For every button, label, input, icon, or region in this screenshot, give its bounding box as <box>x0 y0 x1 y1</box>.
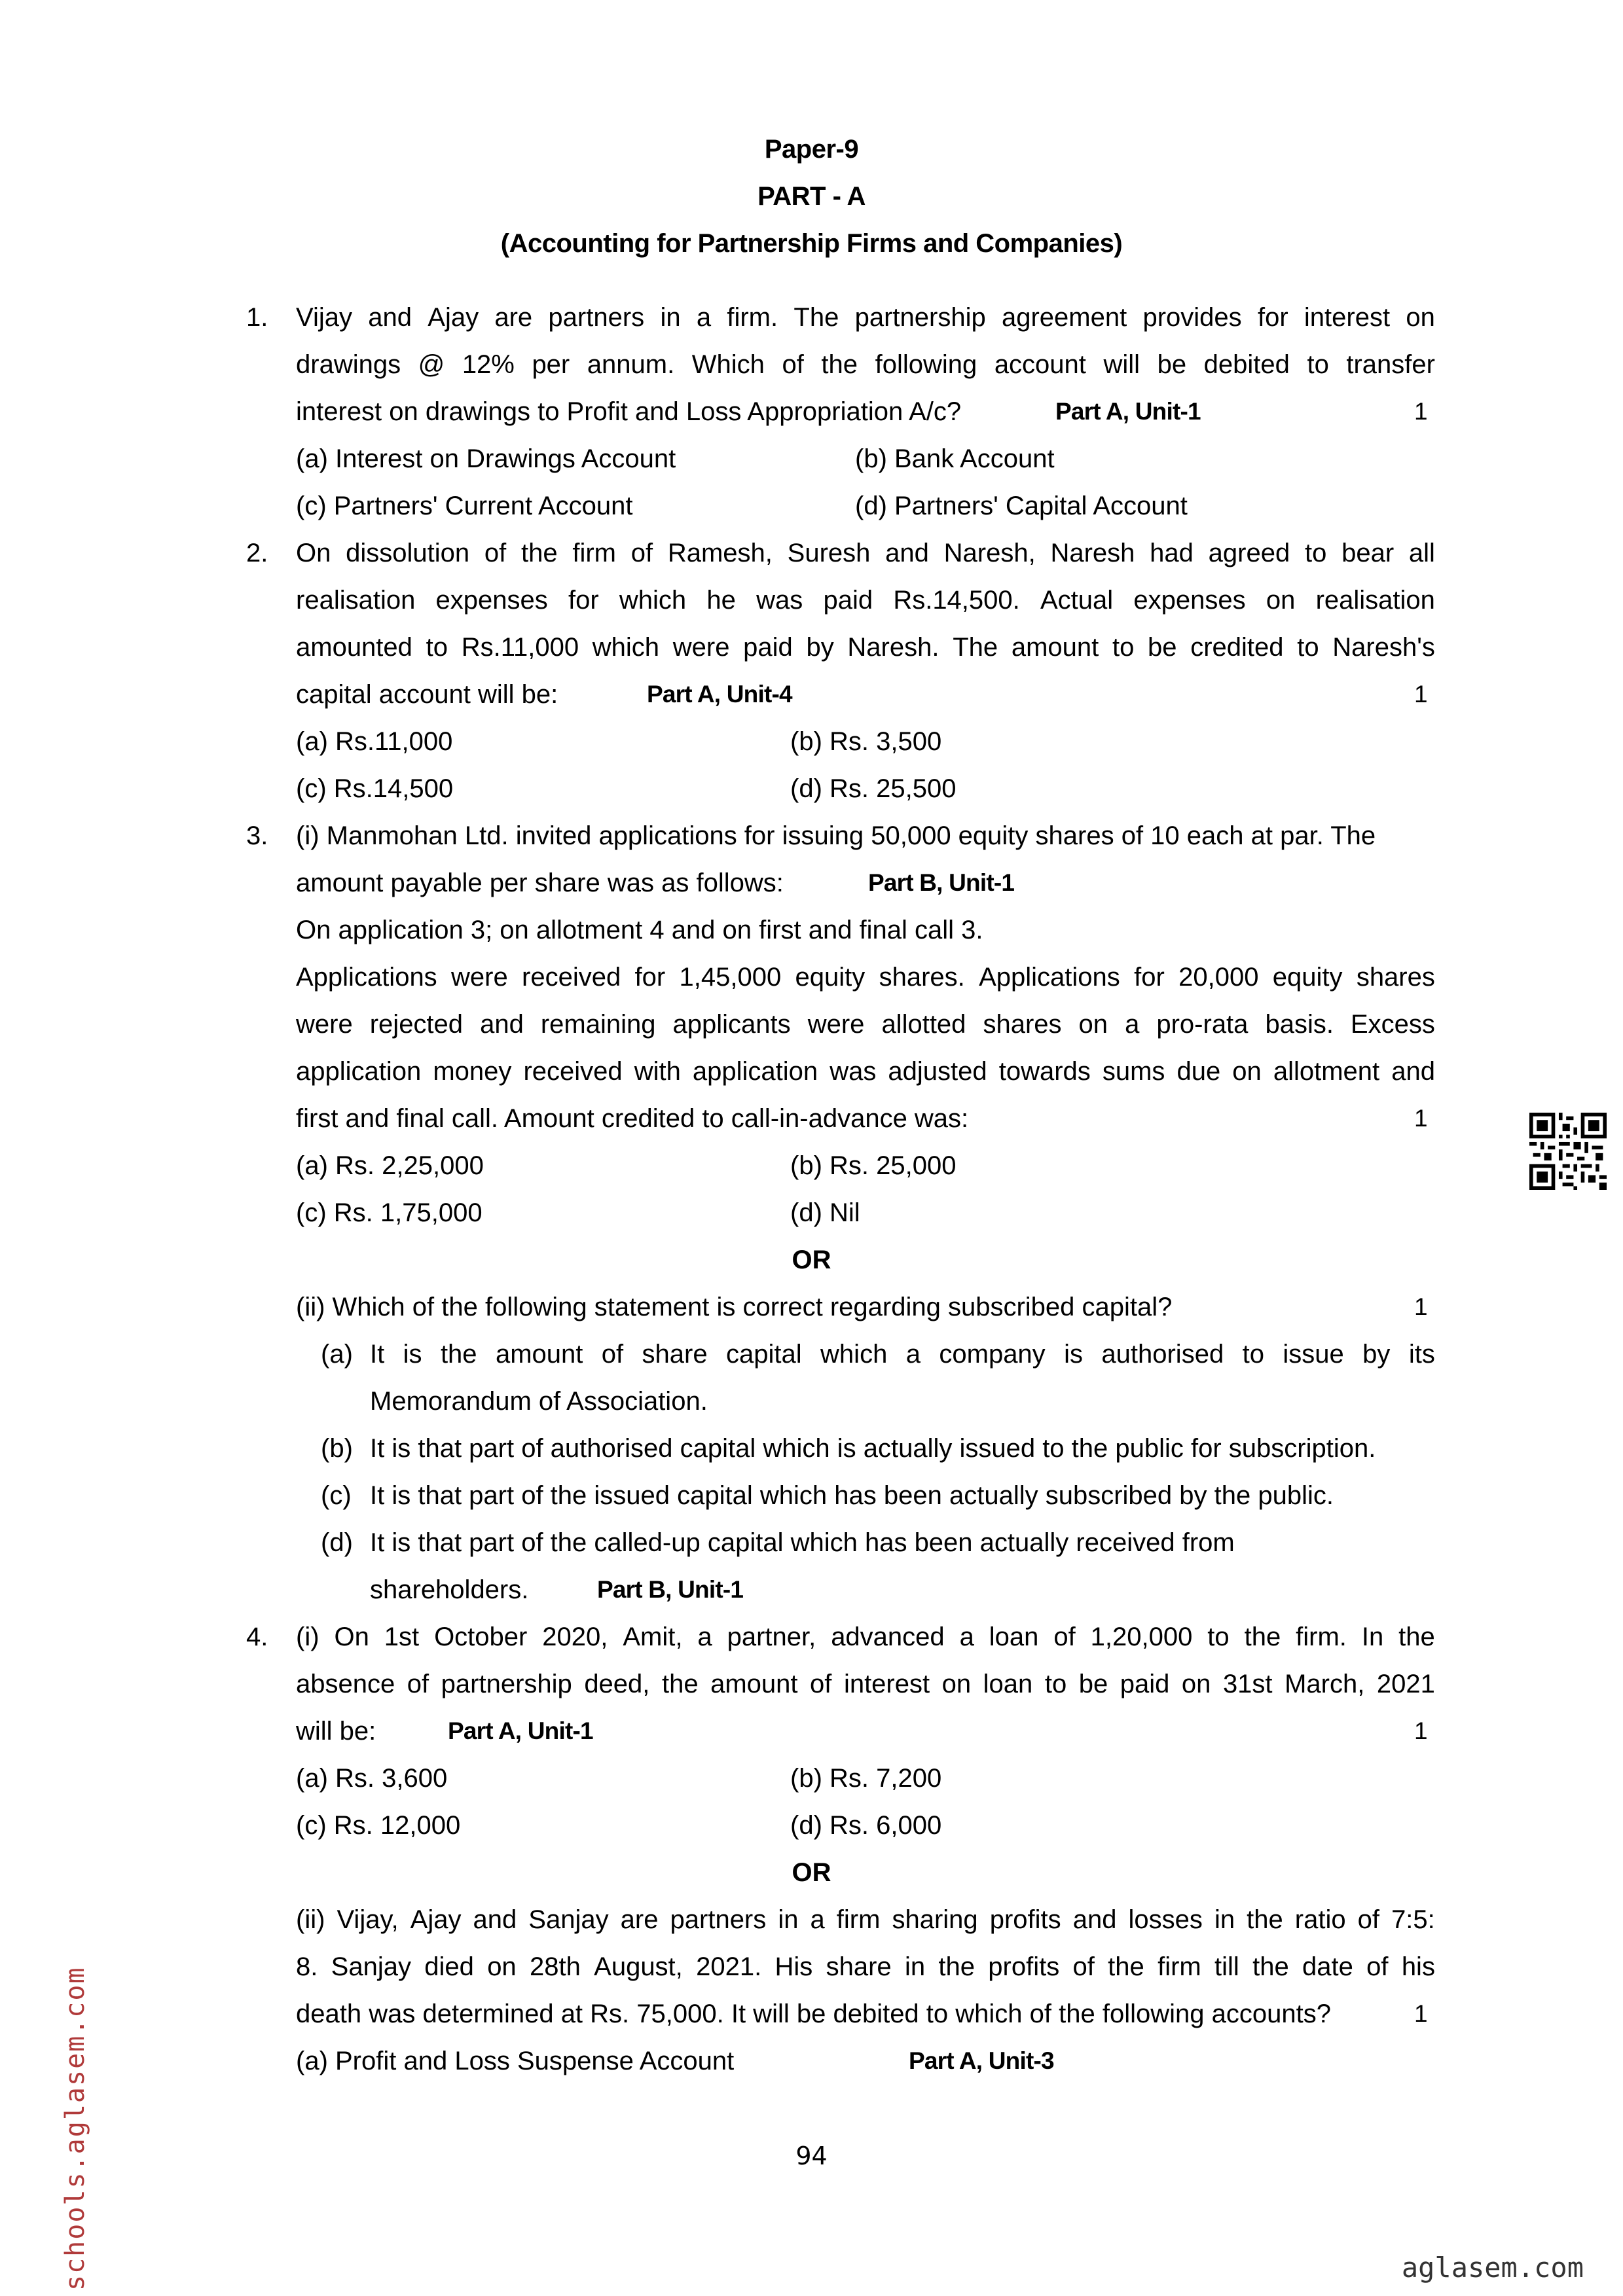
q4-line-2-word: partnership <box>441 1670 572 1698</box>
q4-alt-line-1-word: losses <box>1128 1905 1203 1934</box>
q2-line-3-word: Naresh's <box>1332 633 1435 662</box>
q1-line-2-word: Which <box>691 350 765 379</box>
q4-alt-line-1-word: in <box>1214 1905 1235 1934</box>
q4-alt-line-2-word: in <box>904 1952 926 1981</box>
q4-alt-line-1-word: Sanjay <box>528 1905 609 1934</box>
q4-line-1-word: loan <box>989 1623 1039 1651</box>
q4-line-2-word: the <box>661 1670 699 1698</box>
q3-line-6-word: received <box>523 1057 623 1086</box>
q4-alt-line-2-word: date <box>1302 1952 1353 1981</box>
q3-line-3: On application 3; on allotment 4 and on first and final call 3. <box>296 916 983 944</box>
q3-line-6-word: and <box>1391 1057 1435 1086</box>
footer-site: aglasem.com <box>1401 2251 1584 2284</box>
side-watermark: schools.aglasem.com <box>60 1966 90 2291</box>
q2-line-2 <box>296 584 1435 616</box>
q1-line-1-word: provides <box>1142 303 1242 332</box>
q3-line-6-word: adjusted <box>888 1057 987 1086</box>
q4-line-1-word: partner, <box>727 1623 816 1651</box>
q3-marks-2: 1 <box>1414 1293 1428 1320</box>
q4-line-2-word: paid <box>1120 1670 1170 1698</box>
q2-unit-tag: Part A, Unit-4 <box>647 681 792 708</box>
q4-line-1-word: (i) <box>296 1623 319 1651</box>
q3-alt-option-a-label: (a) <box>321 1340 353 1369</box>
q4-alt-line-1-word: and <box>1072 1905 1117 1934</box>
q4-line-2-word: to <box>1044 1670 1067 1698</box>
q4-line-1-word: the <box>1244 1623 1281 1651</box>
q3-alt-option-a-line-1-word: a <box>905 1340 921 1369</box>
q3-line-6-word: with <box>634 1057 681 1086</box>
q1-unit-tag: Part A, Unit-1 <box>1055 398 1201 425</box>
part-heading: PART - A <box>757 182 866 211</box>
q2-line-2-word: which <box>619 586 687 615</box>
q1-line-2-word: debited <box>1203 350 1290 379</box>
q4-line-2-word: 31st <box>1222 1670 1273 1698</box>
q3-alt-option-a-line-1-word: to <box>1242 1340 1264 1369</box>
q3-alt-option-a-line-2: Memorandum of Association. <box>370 1387 708 1416</box>
q4-alt-line-1-word: in <box>778 1905 799 1934</box>
q4-line-2-word: absence <box>296 1670 395 1698</box>
q2-line-4: capital account will be: <box>296 680 558 709</box>
paper-number: Paper-9 <box>764 135 859 164</box>
q3-line-5-word: rejected <box>369 1010 464 1039</box>
q2-option-c: (c) Rs.14,500 <box>296 774 454 803</box>
q3-unit-tag-2: Part B, Unit-1 <box>597 1576 744 1603</box>
q4-option-d: (d) Rs. 6,000 <box>790 1811 942 1840</box>
q2-line-1-word: Naresh <box>1050 539 1135 567</box>
q3-marks-1: 1 <box>1414 1105 1428 1132</box>
q4-line-2-word: amount <box>710 1670 798 1698</box>
q4-line-1-word: In <box>1361 1623 1384 1651</box>
q3-number: 3. <box>246 821 268 850</box>
q2-line-1-word: dissolution <box>346 539 470 567</box>
q3-line-6 <box>296 1056 1435 1087</box>
q3-alt-option-a-line-1-word: of <box>601 1340 624 1369</box>
q4-line-1-word: 1st <box>384 1623 420 1651</box>
q3-line-5-word: on <box>1078 1010 1108 1039</box>
q2-line-3-word: The <box>953 633 998 662</box>
q4-line-2-word: loan <box>983 1670 1033 1698</box>
q2-line-1-word: the <box>520 539 558 567</box>
q3-alt-option-a-line-1-word: issue <box>1283 1340 1344 1369</box>
q4-line-2-word: deed, <box>584 1670 650 1698</box>
q3-line-4-word: shares <box>1356 963 1435 992</box>
q1-line-1-word: The <box>793 303 839 332</box>
q4-alt-line-2-word: the <box>1108 1952 1144 1981</box>
q2-line-3-word: credited <box>1190 633 1284 662</box>
q2-line-1 <box>296 537 1435 569</box>
q3-line-4-word: for <box>1134 963 1165 992</box>
q4-line-2-word: March, <box>1285 1670 1365 1698</box>
page-number: 94 <box>795 2142 828 2170</box>
q4-line-2-word: interest <box>843 1670 930 1698</box>
q3-line-4-word: equity <box>1272 963 1343 992</box>
q4-alt-line-1 <box>296 1904 1435 1935</box>
q4-alt-line-2-word: profits <box>988 1952 1060 1981</box>
q2-line-1-word: Naresh, <box>943 539 1036 567</box>
q3-alt-option-d-line-2: shareholders. <box>370 1575 529 1604</box>
q4-alt-line-1-word: the <box>1247 1905 1283 1934</box>
q3-unit-tag-1: Part B, Unit-1 <box>868 869 1015 896</box>
q3-line-1: (i) Manmohan Ltd. invited applications for issuing 50,000 equity shares of 10 each at par. The <box>296 821 1376 850</box>
q3-alt-option-b: It is that part of authorised capital which is actually issued to the public for subscription. <box>370 1434 1376 1463</box>
q2-line-2-word: for <box>568 586 599 615</box>
q1-line-2-word: per <box>532 350 570 379</box>
q2-line-2-word: realisation <box>296 586 416 615</box>
q3-line-6-word: application <box>296 1057 422 1086</box>
q1-line-1-word: Vijay <box>296 303 352 332</box>
q3-option-d: (d) Nil <box>790 1198 860 1227</box>
q2-line-1-word: of <box>484 539 507 567</box>
q3-line-5-word: allotted <box>881 1010 966 1039</box>
q4-alt-line-2-word: 8. <box>296 1952 318 1981</box>
q1-line-1-word: are <box>494 303 533 332</box>
q1-option-d: (d) Partners' Capital Account <box>855 492 1188 520</box>
q4-alt-line-2-word: 28th <box>529 1952 581 1981</box>
q2-option-a: (a) Rs.11,000 <box>296 727 453 756</box>
q1-line-1-word: on <box>1406 303 1435 332</box>
q2-line-1-word: Ramesh, <box>667 539 773 567</box>
q2-line-2-word: expenses <box>435 586 548 615</box>
q3-line-5-word: a <box>1125 1010 1140 1039</box>
q2-line-1-word: Suresh <box>787 539 871 567</box>
q4-number: 4. <box>246 1623 268 1651</box>
q1-option-a: (a) Interest on Drawings Account <box>296 444 676 473</box>
q3-line-4-word: Applications <box>979 963 1120 992</box>
q3-alt-question: (ii) Which of the following statement is correct regarding subscribed capital? <box>296 1293 1173 1321</box>
q3-alt-option-a-line-1-word: It <box>370 1340 385 1369</box>
q3-line-6-word: application <box>692 1057 818 1086</box>
q3-line-4-word: 20,000 <box>1178 963 1259 992</box>
q3-line-5-word: and <box>480 1010 524 1039</box>
q3-line-6-word: on <box>1232 1057 1262 1086</box>
q3-line-4-word: received <box>522 963 621 992</box>
q1-line-2-word: following <box>875 350 977 379</box>
q3-line-4-word: shares. <box>879 963 965 992</box>
q4-alt-line-2 <box>296 1951 1435 1982</box>
q4-alt-line-3: death was determined at Rs. 75,000. It will be debited to which of the following accounts? <box>296 2000 1331 2028</box>
q4-line-1-word: 1,20,000 <box>1090 1623 1193 1651</box>
q4-alt-line-2-word: till <box>1214 1952 1239 1981</box>
q1-line-1 <box>296 302 1435 333</box>
q2-line-1-word: of <box>630 539 653 567</box>
q3-line-4-word: equity <box>795 963 866 992</box>
q4-alt-line-1-word: ratio <box>1294 1905 1346 1934</box>
q1-line-1-word: firm. <box>727 303 778 332</box>
q4-line-1-word: firm. <box>1296 1623 1347 1651</box>
q1-line-1-word: for <box>1257 303 1288 332</box>
q1-option-c: (c) Partners' Current Account <box>296 492 633 520</box>
q3-option-a: (a) Rs. 2,25,000 <box>296 1151 484 1180</box>
q2-line-3-word: amount <box>1011 633 1099 662</box>
q4-alt-line-1-word: a <box>810 1905 825 1934</box>
q3-line-6-word: allotment <box>1273 1057 1380 1086</box>
q4-alt-line-2-word: His <box>775 1952 813 1981</box>
q3-line-5-word: remaining <box>540 1010 656 1039</box>
q4-alt-line-2-word: of <box>1366 1952 1389 1981</box>
q3-line-5-word: shares <box>983 1010 1062 1039</box>
q1-marks: 1 <box>1414 398 1428 425</box>
q3-line-6-word: money <box>433 1057 512 1086</box>
q1-line-2-word: of <box>782 350 804 379</box>
q4-alt-line-2-word: the <box>938 1952 975 1981</box>
q1-option-b: (b) Bank Account <box>855 444 1055 473</box>
q3-alt-option-a-line-1-word: share <box>642 1340 708 1369</box>
q4-alt-line-1-word: partners <box>670 1905 767 1934</box>
q3-alt-option-a-line-1-word: company <box>939 1340 1046 1369</box>
q4-line-1-word: Amit, <box>623 1623 683 1651</box>
q4-alt-line-2-word: share <box>826 1952 892 1981</box>
q3-line-4-word: were <box>451 963 508 992</box>
q2-line-2-word: paid <box>823 586 873 615</box>
q4-line-2 <box>296 1668 1435 1700</box>
q3-line-4-word: for <box>634 963 666 992</box>
q4-alt-option-a: (a) Profit and Loss Suspense Account <box>296 2047 735 2075</box>
q1-line-2-word: to <box>1307 350 1329 379</box>
q1-line-2-word: transfer <box>1346 350 1435 379</box>
q2-number: 2. <box>246 539 268 567</box>
q1-line-2-word: will <box>1103 350 1140 379</box>
q2-line-2-word: realisation <box>1315 586 1435 615</box>
q4-line-1-word: to <box>1207 1623 1230 1651</box>
q4-line-2-word: be <box>1078 1670 1108 1698</box>
q2-option-b: (b) Rs. 3,500 <box>790 727 942 756</box>
q2-line-1-word: firm <box>572 539 616 567</box>
q2-line-2-word: on <box>1266 586 1296 615</box>
q2-line-3 <box>296 632 1435 663</box>
q3-line-4-word: Applications <box>296 963 437 992</box>
part-subtitle: (Accounting for Partnership Firms and Companies) <box>500 229 1123 258</box>
q3-alt-option-d-line-1: It is that part of the called-up capital which has been actually received from <box>370 1528 1235 1557</box>
q3-or-divider: OR <box>792 1246 831 1274</box>
q1-line-2-word: drawings <box>296 350 401 379</box>
q3-line-6-word: sums <box>1102 1057 1165 1086</box>
q4-alt-line-1-word: of <box>1357 1905 1380 1934</box>
q2-line-3-word: Rs.11,000 <box>461 633 579 662</box>
q1-line-1-word: agreement <box>1001 303 1127 332</box>
q4-or-divider: OR <box>792 1858 831 1887</box>
q2-line-2-word: expenses <box>1133 586 1246 615</box>
q4-alt-line-1-word: profits <box>989 1905 1061 1934</box>
q4-alt-line-1-word: (ii) <box>296 1905 325 1934</box>
q4-alt-line-2-word: Sanjay <box>331 1952 411 1981</box>
q2-line-1-word: all <box>1408 539 1435 567</box>
q4-alt-line-2-word: August, <box>594 1952 683 1981</box>
q3-alt-option-c-label: (c) <box>321 1481 352 1510</box>
q4-line-1 <box>296 1621 1435 1653</box>
q2-line-3-word: be <box>1148 633 1177 662</box>
q2-marks: 1 <box>1414 681 1428 708</box>
q3-alt-option-a-line-1-word: is <box>403 1340 422 1369</box>
q4-alt-line-1-word: are <box>620 1905 659 1934</box>
q2-line-1-word: and <box>885 539 929 567</box>
q3-option-c: (c) Rs. 1,75,000 <box>296 1198 483 1227</box>
q3-alt-option-a-line-1-word: is <box>1064 1340 1083 1369</box>
q4-alt-line-2-word: his <box>1401 1952 1435 1981</box>
q3-alt-option-d-label: (d) <box>321 1528 353 1557</box>
q4-alt-line-2-word: on <box>487 1952 517 1981</box>
q1-line-2-word: the <box>821 350 858 379</box>
q4-line-1-word: a <box>959 1623 974 1651</box>
q1-line-2-word: annum. <box>587 350 675 379</box>
q4-alt-line-2-word: firm <box>1158 1952 1201 1981</box>
q1-line-1-word: partnership <box>854 303 986 332</box>
q1-line-2 <box>296 349 1435 380</box>
q3-alt-option-a-line-1-word: by <box>1362 1340 1391 1369</box>
q2-line-3-word: amounted <box>296 633 412 662</box>
q4-line-1-word: of <box>1053 1623 1076 1651</box>
q3-alt-option-a-line-1-word: amount <box>495 1340 583 1369</box>
q2-line-2-word: Rs.14,500. <box>893 586 1020 615</box>
q2-line-2-word: Actual <box>1040 586 1114 615</box>
q4-line-1-word: October <box>434 1623 528 1651</box>
q1-line-2-word: 12% <box>462 350 515 379</box>
q3-line-6-word: due <box>1176 1057 1221 1086</box>
q3-line-5-word: pro-rata <box>1156 1010 1249 1039</box>
q4-alt-line-2-word: died <box>424 1952 474 1981</box>
q1-line-2-word: @ <box>418 350 445 379</box>
q4-alt-line-2-word: of <box>1072 1952 1095 1981</box>
q4-line-2-word: on <box>941 1670 972 1698</box>
q4-unit-tag-1: Part A, Unit-1 <box>448 1717 593 1744</box>
q2-line-2-word: he <box>706 586 736 615</box>
q4-line-3: will be: <box>296 1717 376 1746</box>
q3-line-5 <box>296 1009 1435 1040</box>
q1-line-1-word: a <box>696 303 712 332</box>
q4-line-2-word: on <box>1181 1670 1211 1698</box>
q1-line-3: interest on drawings to Profit and Loss Appropriation A/c? <box>296 397 962 426</box>
q4-option-c: (c) Rs. 12,000 <box>296 1811 461 1840</box>
q3-line-5-word: applicants <box>672 1010 791 1039</box>
q2-line-3-word: by <box>806 633 834 662</box>
q1-line-1-word: partners <box>548 303 645 332</box>
q3-line-7: first and final call. Amount credited to call-in-advance was: <box>296 1104 969 1133</box>
q4-line-1-word: a <box>697 1623 712 1651</box>
q2-line-1-word: On <box>296 539 331 567</box>
q3-line-4-word: 1,45,000 <box>679 963 782 992</box>
q3-alt-option-c: It is that part of the issued capital which has been actually subscribed by the public. <box>370 1481 1334 1510</box>
q2-line-1-word: bear <box>1341 539 1395 567</box>
q2-line-1-word: to <box>1304 539 1327 567</box>
q3-option-b: (b) Rs. 25,000 <box>790 1151 957 1180</box>
q2-line-3-word: were <box>672 633 730 662</box>
q2-line-3-word: to <box>1297 633 1319 662</box>
q2-line-1-word: agreed <box>1208 539 1290 567</box>
q3-alt-option-a-line-1-word: the <box>440 1340 477 1369</box>
q2-option-d: (d) Rs. 25,500 <box>790 774 957 803</box>
q4-unit-tag-2: Part A, Unit-3 <box>909 2047 1054 2074</box>
q3-line-4 <box>296 961 1435 993</box>
q4-line-2-word: 2021 <box>1376 1670 1435 1698</box>
q4-line-1-word: the <box>1398 1623 1435 1651</box>
q3-line-5-word: Excess <box>1350 1010 1435 1039</box>
q3-line-6-word: towards <box>998 1057 1091 1086</box>
q1-line-1-word: in <box>660 303 681 332</box>
q1-line-2-word: account <box>994 350 1086 379</box>
q4-alt-line-1-word: Vijay, <box>337 1905 399 1934</box>
q3-line-5-word: were <box>807 1010 865 1039</box>
q4-alt-line-1-word: and <box>473 1905 517 1934</box>
q4-line-1-word: On <box>334 1623 369 1651</box>
q4-alt-line-1-word: sharing <box>892 1905 978 1934</box>
q3-alt-option-b-label: (b) <box>321 1434 353 1463</box>
qr-code-icon <box>1529 1113 1607 1190</box>
q4-marks-1: 1 <box>1414 1717 1428 1744</box>
q3-alt-option-a-line-1-word: authorised <box>1101 1340 1224 1369</box>
q3-alt-option-a-line-1-word: which <box>820 1340 888 1369</box>
q2-line-1-word: had <box>1150 539 1194 567</box>
q4-line-2-word: of <box>407 1670 429 1698</box>
q2-line-3-word: to <box>426 633 448 662</box>
q1-line-2-word: be <box>1157 350 1187 379</box>
q3-alt-option-a-line-1-word: its <box>1408 1340 1435 1369</box>
q4-alt-line-1-word: firm <box>836 1905 881 1934</box>
q1-line-1-word: and <box>368 303 412 332</box>
q3-alt-option-a-line-1-word: capital <box>726 1340 802 1369</box>
q4-line-2-word: of <box>810 1670 832 1698</box>
q4-alt-line-2-word: the <box>1252 1952 1289 1981</box>
q1-line-1-word: Ajay <box>428 303 479 332</box>
q4-line-1-word: advanced <box>831 1623 945 1651</box>
q1-number: 1. <box>246 303 268 332</box>
q4-alt-line-1-word: 7:5: <box>1391 1905 1435 1934</box>
q2-line-3-word: paid <box>743 633 793 662</box>
q2-line-3-word: to <box>1112 633 1135 662</box>
q2-line-3-word: which <box>592 633 660 662</box>
q4-marks-2: 1 <box>1414 2000 1428 2027</box>
q2-line-2-word: was <box>756 586 803 615</box>
q3-line-5-word: were <box>296 1010 353 1039</box>
q4-option-a: (a) Rs. 3,600 <box>296 1764 448 1793</box>
q4-line-1-word: 2020, <box>542 1623 608 1651</box>
q3-line-5-word: basis. <box>1265 1010 1334 1039</box>
q3-alt-option-a-line-1 <box>370 1338 1435 1370</box>
q2-line-3-word: Naresh. <box>847 633 939 662</box>
q1-line-1-word: interest <box>1304 303 1391 332</box>
q4-option-b: (b) Rs. 7,200 <box>790 1764 942 1793</box>
q3-line-2: amount payable per share was as follows: <box>296 869 784 897</box>
q4-alt-line-2-word: 2021. <box>696 1952 762 1981</box>
q4-alt-line-1-word: Ajay <box>410 1905 462 1934</box>
q3-line-6-word: was <box>830 1057 877 1086</box>
